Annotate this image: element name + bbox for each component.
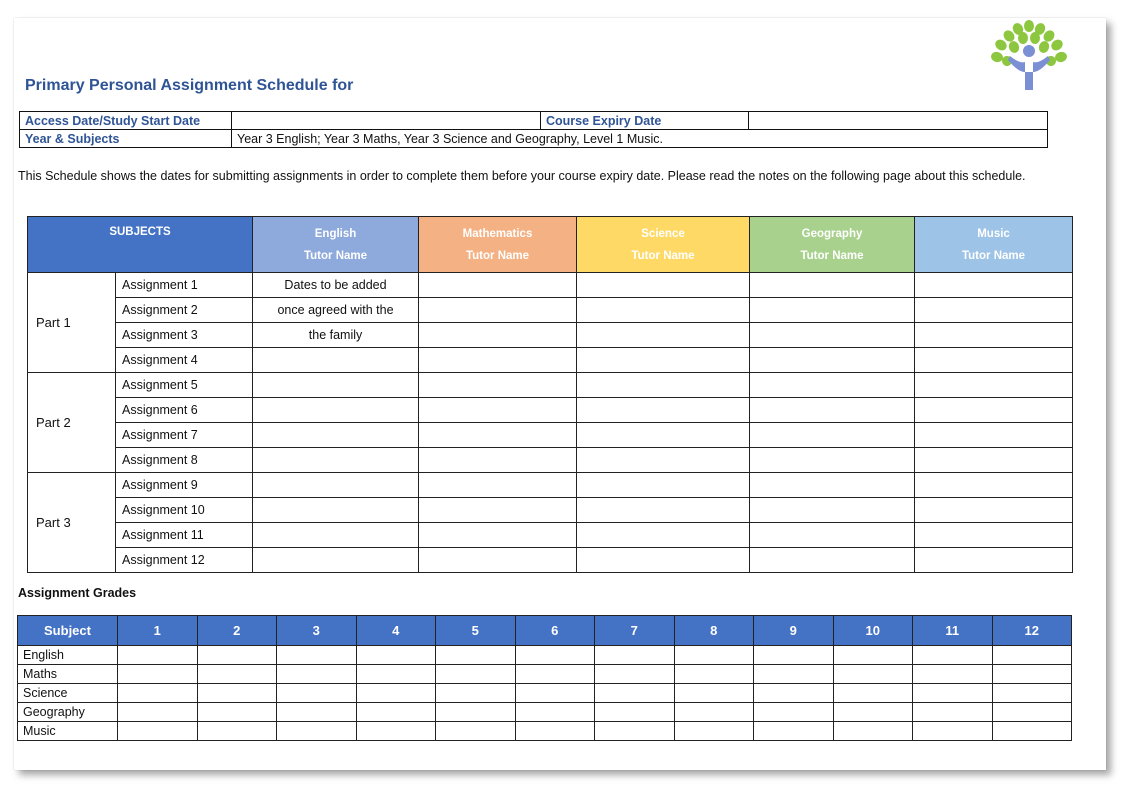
year-subjects-label: Year & Subjects [20, 130, 232, 148]
date-cell-geography[interactable] [750, 273, 915, 298]
grade-cell[interactable] [674, 646, 754, 665]
subjects-header: SUBJECTS [28, 217, 253, 273]
grade-cell[interactable] [197, 722, 277, 741]
subject-header-music [915, 217, 1073, 273]
course-expiry-field[interactable] [749, 112, 1048, 130]
date-cell-english[interactable]: once agreed with the [253, 298, 419, 323]
tutor-name-label: Tutor Name [631, 249, 695, 262]
date-cell-science[interactable] [577, 448, 750, 473]
date-cell-music[interactable] [915, 298, 1073, 323]
date-cell-english[interactable]: Dates to be added [253, 273, 419, 298]
date-cell-mathematics[interactable] [419, 498, 577, 523]
grade-cell[interactable] [277, 703, 357, 722]
grade-cell[interactable] [436, 646, 516, 665]
schedule-row [28, 523, 1073, 548]
schedule-row [28, 423, 1073, 448]
subject-name: Music [977, 227, 1010, 240]
grade-cell[interactable] [277, 646, 357, 665]
assignment-label: Assignment 10 [116, 498, 253, 523]
assignment-label: Assignment 4 [116, 348, 253, 373]
date-cell-english[interactable] [253, 448, 419, 473]
date-cell-science[interactable] [577, 273, 750, 298]
grade-cell[interactable] [992, 665, 1072, 684]
grade-cell[interactable] [118, 703, 198, 722]
grade-cell[interactable] [992, 646, 1072, 665]
grade-cell[interactable] [436, 665, 516, 684]
grades-subject-label: Maths [18, 665, 118, 684]
assignment-label: Assignment 1 [116, 273, 253, 298]
date-cell-music[interactable] [915, 448, 1073, 473]
date-cell-english[interactable] [253, 523, 419, 548]
assignment-number-header: 7 [595, 616, 675, 646]
assignment-schedule-table [27, 216, 1073, 573]
subject-name: Mathematics [462, 227, 533, 240]
tutor-name-label: Tutor Name [303, 249, 368, 262]
grades-row [18, 703, 1072, 722]
date-cell-science[interactable] [577, 473, 750, 498]
date-cell-science[interactable] [577, 298, 750, 323]
grade-cell[interactable] [595, 684, 675, 703]
grade-cell[interactable] [595, 665, 675, 684]
assignment-label: Assignment 8 [116, 448, 253, 473]
date-cell-english[interactable] [253, 423, 419, 448]
date-cell-science[interactable] [577, 348, 750, 373]
grade-cell[interactable] [992, 703, 1072, 722]
grade-cell[interactable] [436, 684, 516, 703]
date-cell-music[interactable] [915, 423, 1073, 448]
grade-cell[interactable] [833, 646, 913, 665]
page-title: Primary Personal Assignment Schedule for [25, 77, 354, 94]
tutor-name-label: Tutor Name [961, 249, 1026, 262]
grade-cell[interactable] [674, 665, 754, 684]
date-cell-music[interactable] [915, 498, 1073, 523]
date-cell-geography[interactable] [750, 473, 915, 498]
date-cell-geography[interactable] [750, 448, 915, 473]
date-cell-english[interactable] [253, 498, 419, 523]
assignment-label: Assignment 9 [116, 473, 253, 498]
assignment-number-header: 1 [118, 616, 198, 646]
grade-cell[interactable] [913, 722, 993, 741]
date-cell-music[interactable] [915, 273, 1073, 298]
date-cell-geography[interactable] [750, 548, 915, 573]
date-cell-mathematics[interactable] [419, 523, 577, 548]
grade-cell[interactable] [754, 684, 834, 703]
grades-row [18, 646, 1072, 665]
grade-cell[interactable] [754, 665, 834, 684]
tutor-name-label: Tutor Name [465, 249, 530, 262]
assignment-number-header: 5 [436, 616, 516, 646]
grade-cell[interactable] [515, 665, 595, 684]
grade-cell[interactable] [277, 665, 357, 684]
assignment-label: Assignment 5 [116, 373, 253, 398]
schedule-intro-text: This Schedule shows the dates for submitting assignments in order to complete them before your course expiry date. Please read the notes on the following page about this schedule. [18, 169, 1026, 183]
grade-cell[interactable] [913, 684, 993, 703]
date-cell-mathematics[interactable] [419, 448, 577, 473]
grade-cell[interactable] [913, 646, 993, 665]
part-label: Part 2 [28, 373, 116, 473]
grade-cell[interactable] [595, 722, 675, 741]
date-cell-mathematics[interactable] [419, 423, 577, 448]
schedule-row [28, 298, 1073, 323]
date-cell-music[interactable] [915, 323, 1073, 348]
grades-subject-label: Music [18, 722, 118, 741]
grades-row [18, 665, 1072, 684]
assignment-number-header: 11 [913, 616, 993, 646]
grade-cell[interactable] [118, 665, 198, 684]
grades-row [18, 684, 1072, 703]
subject-header-geography [750, 217, 915, 273]
date-cell-science[interactable] [577, 398, 750, 423]
assignment-label: Assignment 6 [116, 398, 253, 423]
grade-cell[interactable] [356, 665, 436, 684]
grades-subject-label: English [18, 646, 118, 665]
assignment-number-header: 6 [515, 616, 595, 646]
assignment-label: Assignment 11 [116, 523, 253, 548]
grade-cell[interactable] [833, 665, 913, 684]
grade-cell[interactable] [992, 722, 1072, 741]
grade-cell[interactable] [197, 665, 277, 684]
assignment-label: Assignment 3 [116, 323, 253, 348]
assignment-number-header: 10 [833, 616, 913, 646]
grades-subject-label: Science [18, 684, 118, 703]
assignment-number-header: 2 [197, 616, 277, 646]
grade-cell[interactable] [754, 722, 834, 741]
grade-cell[interactable] [913, 703, 993, 722]
date-cell-english[interactable] [253, 373, 419, 398]
assignment-number-header: 12 [992, 616, 1072, 646]
grade-cell[interactable] [197, 646, 277, 665]
grade-cell[interactable] [833, 703, 913, 722]
grade-cell[interactable] [118, 684, 198, 703]
assignment-number-header: 9 [754, 616, 834, 646]
date-cell-english[interactable] [253, 473, 419, 498]
schedule-row [28, 473, 1073, 498]
grade-cell[interactable] [356, 684, 436, 703]
date-cell-science[interactable] [577, 548, 750, 573]
grades-row [18, 722, 1072, 741]
date-cell-music[interactable] [915, 473, 1073, 498]
year-subjects-field[interactable]: Year 3 English; Year 3 Maths, Year 3 Science and Geography, Level 1 Music. [232, 130, 1048, 148]
grade-cell[interactable] [436, 703, 516, 722]
grade-cell[interactable] [356, 646, 436, 665]
year-subjects-row [20, 130, 1048, 148]
date-cell-geography[interactable] [750, 323, 915, 348]
assignment-grades-title: Assignment Grades [18, 586, 137, 600]
schedule-row [28, 323, 1073, 348]
grade-cell[interactable] [674, 722, 754, 741]
part-label: Part 3 [28, 473, 116, 573]
date-cell-mathematics[interactable] [419, 298, 577, 323]
assignment-label: Assignment 2 [116, 298, 253, 323]
grade-cell[interactable] [515, 722, 595, 741]
grade-cell[interactable] [118, 646, 198, 665]
schedule-row [28, 348, 1073, 373]
grade-cell[interactable] [833, 722, 913, 741]
tree-person-icon [990, 20, 1068, 92]
grade-cell[interactable] [754, 646, 834, 665]
grade-cell[interactable] [595, 646, 675, 665]
date-cell-music[interactable] [915, 348, 1073, 373]
date-cell-music[interactable] [915, 373, 1073, 398]
grade-cell[interactable] [356, 722, 436, 741]
grade-cell[interactable] [833, 684, 913, 703]
grade-cell[interactable] [118, 722, 198, 741]
date-cell-music[interactable] [915, 548, 1073, 573]
subject-header-science [577, 217, 750, 273]
date-cell-geography[interactable] [750, 373, 915, 398]
grades-header-row [18, 616, 1072, 646]
date-cell-english[interactable]: the family [253, 323, 419, 348]
course-info-table [19, 111, 1048, 148]
date-cell-mathematics[interactable] [419, 473, 577, 498]
grade-cell[interactable] [913, 665, 993, 684]
subject-name: English [314, 227, 357, 240]
grade-cell[interactable] [277, 722, 357, 741]
date-cell-music[interactable] [915, 398, 1073, 423]
grade-cell[interactable] [356, 703, 436, 722]
date-cell-mathematics[interactable] [419, 348, 577, 373]
grade-cell[interactable] [515, 684, 595, 703]
grade-cell[interactable] [515, 646, 595, 665]
date-cell-music[interactable] [915, 523, 1073, 548]
subject-name: Geography [801, 227, 863, 240]
part-label: Part 1 [28, 273, 116, 373]
grade-cell[interactable] [992, 684, 1072, 703]
course-dates-row [20, 112, 1048, 130]
grade-cell[interactable] [674, 703, 754, 722]
grade-cell[interactable] [197, 684, 277, 703]
grade-cell[interactable] [197, 703, 277, 722]
schedule-row [28, 498, 1073, 523]
date-cell-english[interactable] [253, 348, 419, 373]
schedule-row [28, 448, 1073, 473]
access-date-field[interactable] [232, 112, 541, 130]
date-cell-mathematics[interactable] [419, 373, 577, 398]
schedule-header-row [28, 217, 1073, 273]
date-cell-geography[interactable] [750, 398, 915, 423]
date-cell-mathematics[interactable] [419, 548, 577, 573]
date-cell-geography[interactable] [750, 423, 915, 448]
grade-cell[interactable] [674, 684, 754, 703]
assignment-number-header: 8 [674, 616, 754, 646]
grade-cell[interactable] [595, 703, 675, 722]
date-cell-science[interactable] [577, 523, 750, 548]
grades-subject-label: Geography [18, 703, 118, 722]
date-cell-mathematics[interactable] [419, 273, 577, 298]
course-expiry-label: Course Expiry Date [541, 112, 749, 130]
assignment-number-header: 4 [356, 616, 436, 646]
assignment-label: Assignment 7 [116, 423, 253, 448]
subject-header-english [253, 217, 419, 273]
grade-cell[interactable] [754, 703, 834, 722]
date-cell-science[interactable] [577, 373, 750, 398]
tree-leaves [990, 20, 1068, 68]
date-cell-geography[interactable] [750, 523, 915, 548]
schedule-row [28, 398, 1073, 423]
grade-cell[interactable] [436, 722, 516, 741]
date-cell-english[interactable] [253, 398, 419, 423]
schedule-body [28, 273, 1073, 573]
date-cell-mathematics[interactable] [419, 398, 577, 423]
access-date-label: Access Date/Study Start Date [20, 112, 232, 130]
schedule-row [28, 548, 1073, 573]
assignment-grades-table [17, 615, 1072, 741]
schedule-row [28, 373, 1073, 398]
date-cell-science[interactable] [577, 423, 750, 448]
grade-cell[interactable] [277, 684, 357, 703]
assignment-label: Assignment 12 [116, 548, 253, 573]
grades-subject-header: Subject [18, 616, 118, 646]
grades-body [18, 646, 1072, 741]
date-cell-science[interactable] [577, 498, 750, 523]
date-cell-science[interactable] [577, 323, 750, 348]
subject-name: Science [641, 227, 685, 240]
schedule-row [28, 273, 1073, 298]
tutor-name-label: Tutor Name [800, 249, 864, 262]
date-cell-geography[interactable] [750, 348, 915, 373]
assignment-number-header: 3 [277, 616, 357, 646]
date-cell-mathematics[interactable] [419, 323, 577, 348]
subject-header-mathematics [419, 217, 577, 273]
grade-cell[interactable] [515, 703, 595, 722]
date-cell-english[interactable] [253, 548, 419, 573]
date-cell-geography[interactable] [750, 298, 915, 323]
date-cell-geography[interactable] [750, 498, 915, 523]
